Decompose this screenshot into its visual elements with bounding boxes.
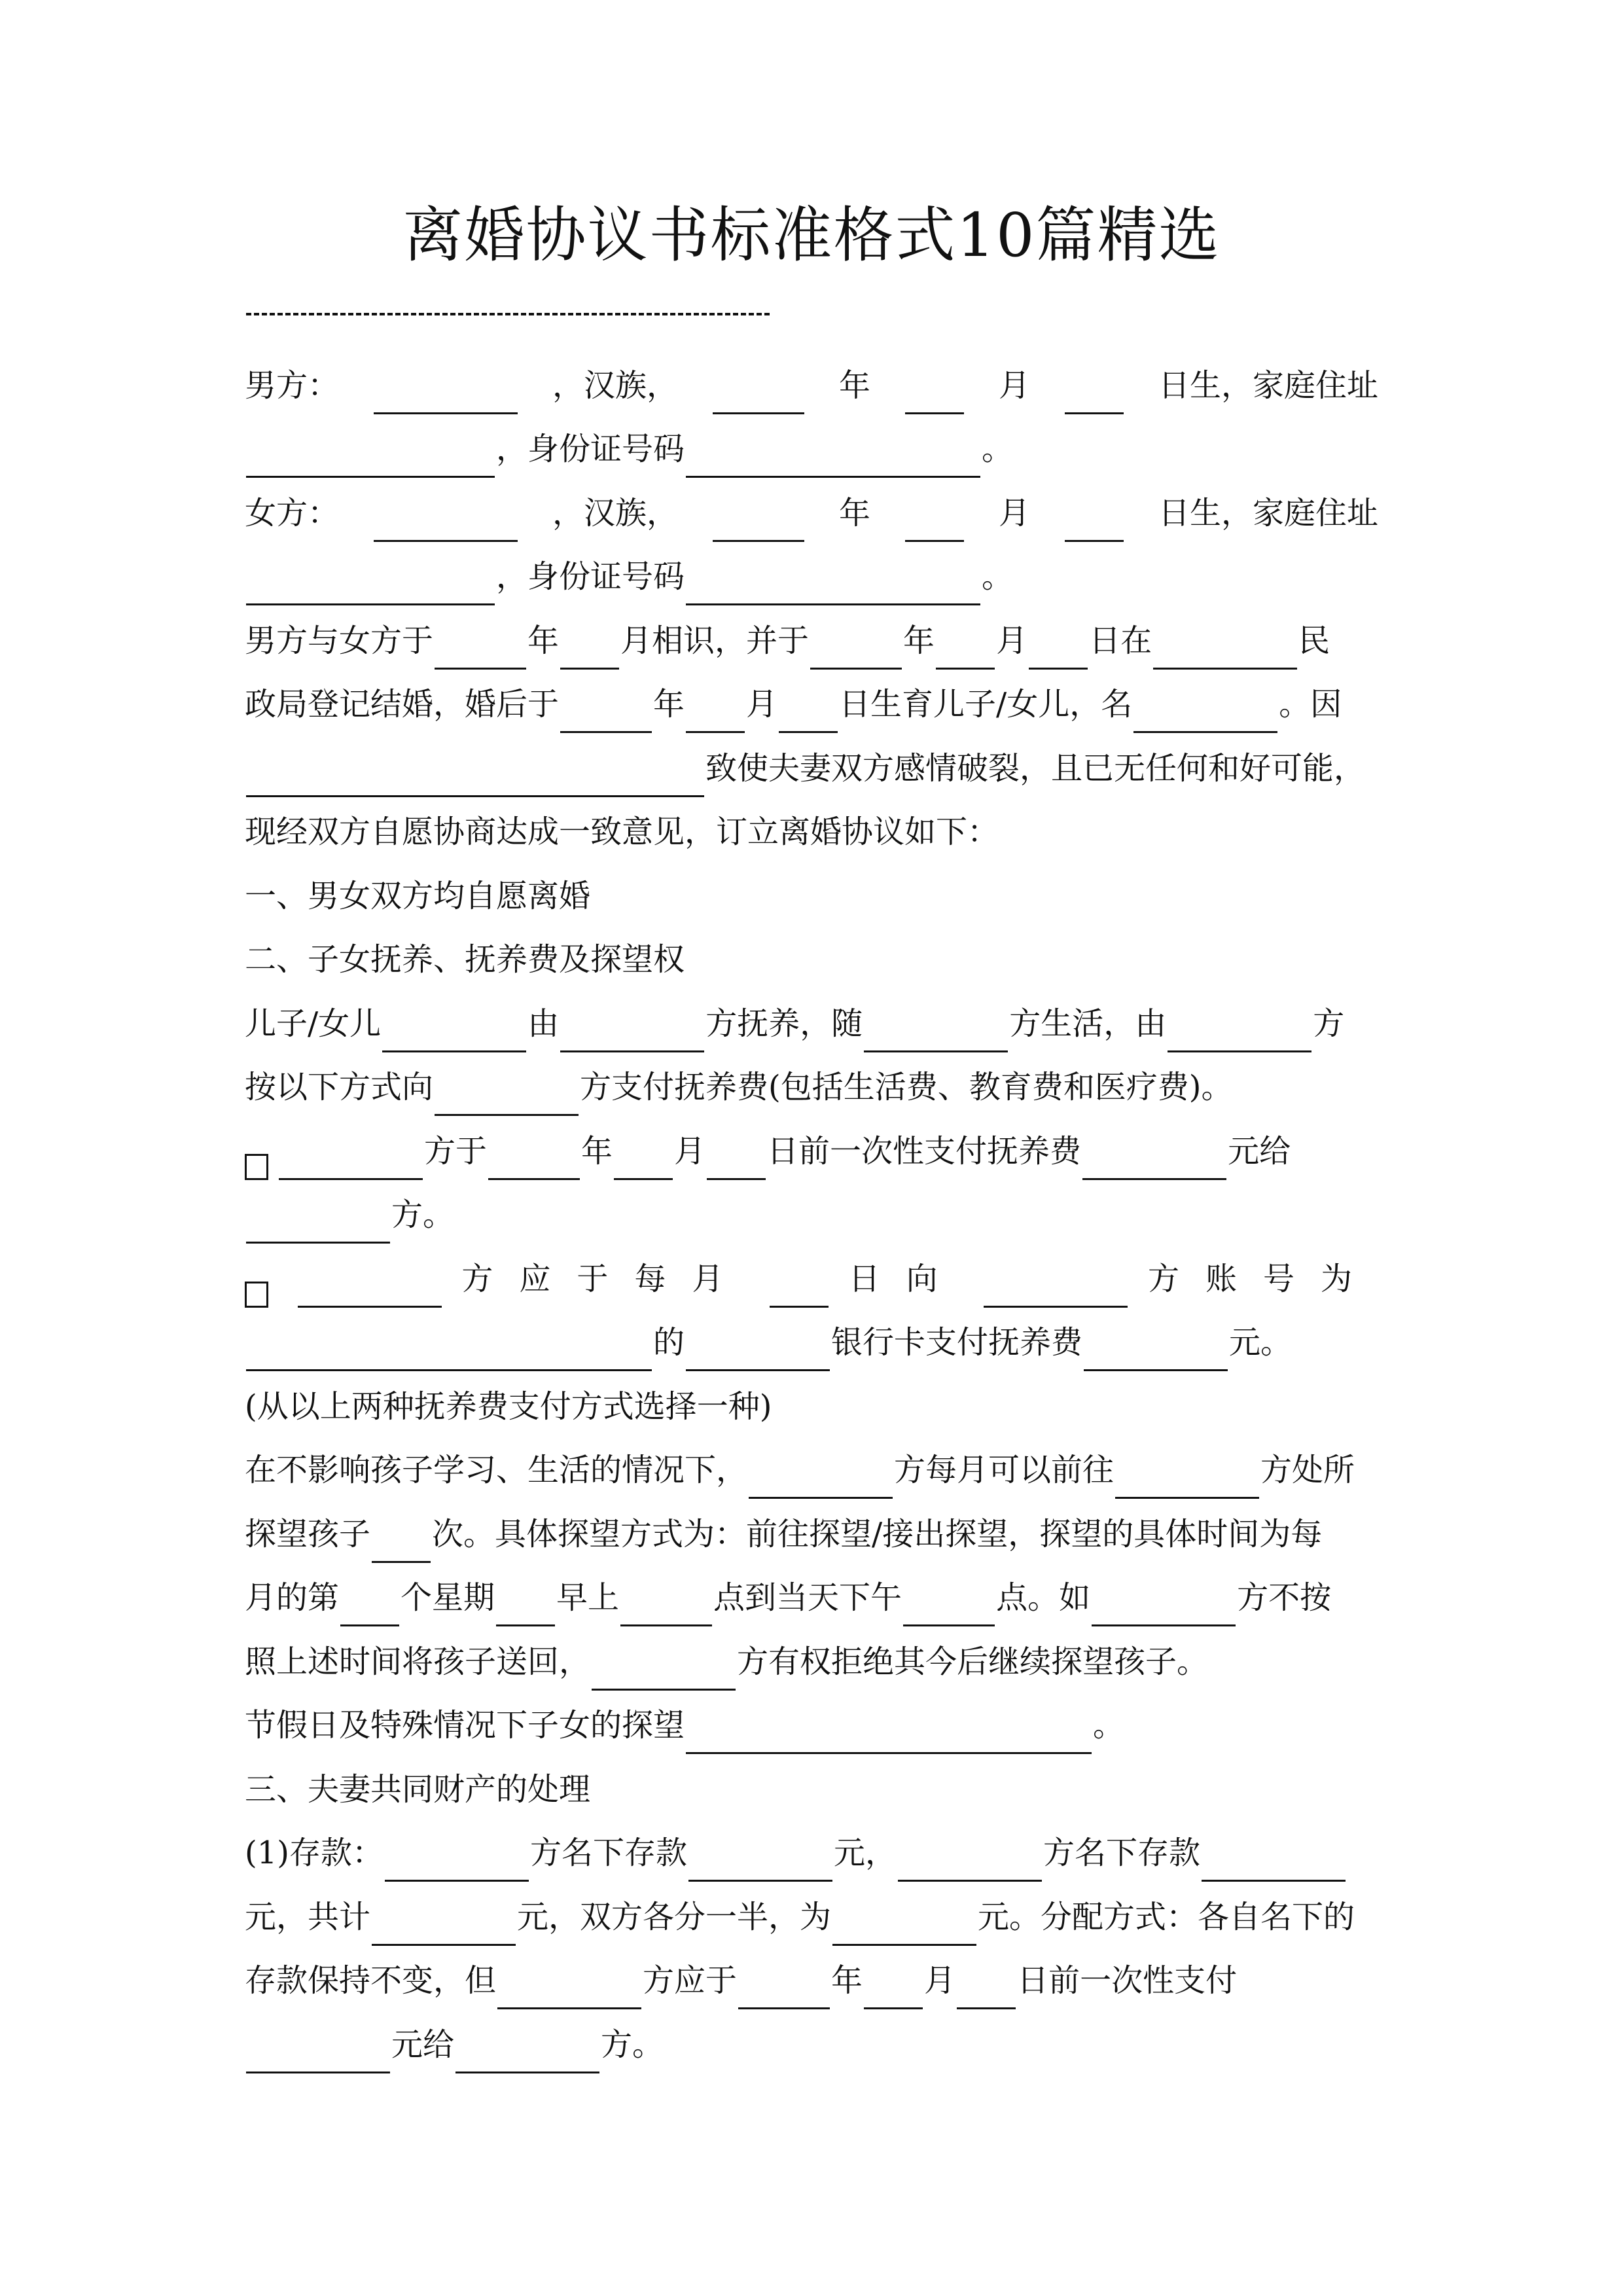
text: 月 bbox=[746, 686, 778, 723]
blank-field[interactable] bbox=[832, 1910, 976, 1946]
blank-field[interactable] bbox=[770, 1272, 829, 1308]
blank-field[interactable] bbox=[455, 2037, 599, 2073]
blank-field[interactable] bbox=[1115, 1463, 1259, 1499]
text: 元，共计 bbox=[245, 1898, 371, 1935]
text: 方。 bbox=[391, 1196, 455, 1233]
text: 。 bbox=[982, 558, 1014, 595]
blank-field[interactable] bbox=[864, 1016, 1008, 1052]
text: 方账号为 bbox=[1147, 1260, 1378, 1297]
text: 日在 bbox=[1089, 622, 1152, 659]
blank-field[interactable] bbox=[1082, 1144, 1226, 1180]
section-heading-2 bbox=[245, 925, 1378, 989]
blank-field[interactable] bbox=[686, 569, 980, 605]
blank-field[interactable] bbox=[246, 2037, 390, 2073]
text: 元， bbox=[834, 1835, 897, 1871]
payment-option-1-line-2 bbox=[245, 1180, 1378, 1244]
text: 女方： bbox=[245, 494, 340, 531]
text: 方每月可以前往 bbox=[894, 1452, 1115, 1488]
heading: 二、子女抚养、抚养费及探望权 bbox=[245, 941, 685, 978]
female-info-line-1 bbox=[245, 478, 1378, 542]
visitation-line-4 bbox=[245, 1626, 1378, 1691]
text: 方应于每月 bbox=[461, 1260, 750, 1297]
checkbox[interactable] bbox=[245, 1154, 268, 1180]
blank-field[interactable] bbox=[560, 634, 619, 670]
text: 照上述时间将孩子送回， bbox=[245, 1643, 591, 1680]
text: 节假日及特殊情况下子女的探望 bbox=[245, 1707, 685, 1744]
blank-field[interactable] bbox=[385, 1846, 529, 1882]
intro-line-3 bbox=[245, 733, 1378, 797]
blank-field[interactable] bbox=[984, 1272, 1128, 1308]
blank-field[interactable] bbox=[374, 378, 518, 414]
text: 儿子/女儿 bbox=[245, 1005, 382, 1042]
title-divider bbox=[246, 313, 770, 315]
blank-field[interactable] bbox=[1202, 1846, 1346, 1882]
blank-field[interactable] bbox=[382, 1016, 526, 1052]
text: 方于 bbox=[424, 1132, 488, 1170]
text: 早上 bbox=[556, 1579, 620, 1616]
text: 方支付抚养费(包括生活费、教育费和医疗费)。 bbox=[580, 1069, 1233, 1105]
text: 元给 bbox=[391, 2026, 455, 2063]
blank-field[interactable] bbox=[372, 1910, 516, 1946]
blank-field[interactable] bbox=[686, 697, 745, 733]
blank-field[interactable] bbox=[246, 1335, 652, 1371]
blank-field[interactable] bbox=[614, 1144, 673, 1180]
text: 月 bbox=[998, 367, 1030, 404]
text: 方不按 bbox=[1237, 1579, 1332, 1616]
text: ，汉族， bbox=[552, 367, 678, 404]
visitation-line-1 bbox=[245, 1435, 1378, 1499]
text: 。 bbox=[1093, 1707, 1125, 1744]
blank-field[interactable] bbox=[905, 506, 964, 542]
text: 方名下存款 bbox=[1043, 1835, 1201, 1871]
section-heading-3 bbox=[245, 1754, 1378, 1818]
blank-field[interactable] bbox=[686, 1335, 830, 1371]
text: 按以下方式向 bbox=[245, 1069, 434, 1105]
document-title: 离婚协议书标准格式10篇精选 bbox=[402, 200, 1221, 270]
text: 年 bbox=[838, 494, 870, 531]
blank-field[interactable] bbox=[688, 1846, 832, 1882]
text: ，汉族， bbox=[552, 494, 678, 531]
checkbox[interactable] bbox=[245, 1282, 268, 1308]
text: 方 bbox=[1313, 1005, 1345, 1042]
text: 致使夫妻双方感情破裂，且已无任何和好可能， bbox=[705, 749, 1366, 787]
custody-line-2 bbox=[245, 1052, 1378, 1117]
text: 年 bbox=[831, 1962, 863, 1999]
blank-field[interactable] bbox=[1029, 634, 1088, 670]
deposit-line-3 bbox=[245, 1946, 1378, 2010]
text: 由 bbox=[527, 1005, 560, 1042]
blank-field[interactable] bbox=[372, 1527, 431, 1563]
blank-field[interactable] bbox=[903, 1590, 995, 1626]
text: 方生活，由 bbox=[1009, 1005, 1167, 1042]
blank-field[interactable] bbox=[560, 1016, 704, 1052]
holiday-visitation-line bbox=[245, 1691, 1378, 1755]
heading: 一、男女双方均自愿离婚 bbox=[245, 877, 591, 914]
deposit-line-2 bbox=[245, 1882, 1378, 1946]
text: 探望孩子 bbox=[245, 1515, 371, 1552]
blank-field[interactable] bbox=[1168, 1016, 1311, 1052]
text: 月 bbox=[998, 494, 1030, 531]
blank-field[interactable] bbox=[936, 634, 995, 670]
blank-field[interactable] bbox=[713, 378, 804, 414]
text: 方抚养，随 bbox=[705, 1005, 863, 1042]
text: 方应于 bbox=[643, 1962, 738, 1999]
text: 政局登记结婚，婚后于 bbox=[245, 686, 560, 723]
text: 在不影响孩子学习、生活的情况下， bbox=[245, 1452, 748, 1488]
blank-field[interactable] bbox=[246, 442, 495, 478]
text: ，身份证号码 bbox=[496, 558, 685, 595]
document-body bbox=[245, 350, 1378, 2073]
text: 年 bbox=[581, 1132, 613, 1170]
section-heading-1 bbox=[245, 861, 1378, 925]
female-info-line-2 bbox=[245, 542, 1378, 606]
blank-field[interactable] bbox=[707, 1144, 766, 1180]
text: 日前一次性支付 bbox=[1017, 1962, 1238, 1999]
blank-field[interactable] bbox=[298, 1272, 442, 1308]
text: 的 bbox=[653, 1324, 685, 1361]
text: 方。 bbox=[601, 2026, 664, 2063]
text: 方有权拒绝其今后继续探望孩子。 bbox=[737, 1643, 1209, 1680]
blank-field[interactable] bbox=[246, 1208, 390, 1244]
blank-field[interactable] bbox=[374, 506, 518, 542]
blank-field[interactable] bbox=[488, 1144, 580, 1180]
text: 。因 bbox=[1279, 686, 1342, 723]
blank-field[interactable] bbox=[435, 1080, 579, 1116]
text: 月 bbox=[674, 1132, 706, 1170]
text: 日向 bbox=[848, 1260, 964, 1297]
blank-field[interactable] bbox=[497, 1973, 641, 2009]
intro-line-2 bbox=[245, 670, 1378, 734]
male-info-line-2 bbox=[245, 414, 1378, 478]
text: 日生，家庭住址 bbox=[1158, 494, 1378, 531]
blank-field[interactable] bbox=[738, 1973, 830, 2009]
text: 次。具体探望方式为：前往探望/接出探望，探望的具体时间为每 bbox=[432, 1515, 1323, 1552]
blank-field[interactable] bbox=[279, 1144, 423, 1180]
text: 点到当天下午 bbox=[713, 1579, 902, 1616]
text: 元给 bbox=[1228, 1132, 1291, 1170]
blank-field[interactable] bbox=[1133, 697, 1277, 733]
payment-option-2-line-2 bbox=[245, 1308, 1378, 1372]
heading: 三、夫妻共同财产的处理 bbox=[245, 1770, 591, 1808]
blank-field[interactable] bbox=[810, 634, 902, 670]
text: 元。分配方式：各自名下的 bbox=[978, 1898, 1355, 1935]
text: 年 bbox=[903, 622, 935, 659]
blank-field[interactable] bbox=[1092, 1590, 1236, 1626]
text: 个星期 bbox=[401, 1579, 495, 1616]
visitation-line-3 bbox=[245, 1563, 1378, 1627]
blank-field[interactable] bbox=[340, 1590, 399, 1626]
text: ，身份证号码 bbox=[496, 431, 685, 467]
male-info-line-1 bbox=[245, 350, 1378, 414]
blank-field[interactable] bbox=[905, 378, 964, 414]
text: 存款保持不变，但 bbox=[245, 1962, 497, 1999]
text: 年 bbox=[527, 622, 560, 659]
intro-line-4 bbox=[245, 797, 1378, 861]
blank-field[interactable] bbox=[1084, 1335, 1228, 1371]
text: 月的第 bbox=[245, 1579, 340, 1616]
deposit-line-4 bbox=[245, 2009, 1378, 2073]
blank-field[interactable] bbox=[246, 569, 495, 605]
blank-field[interactable] bbox=[1153, 634, 1297, 670]
text: 点。如 bbox=[996, 1579, 1091, 1616]
text: (从以上两种抚养费支付方式选择一种) bbox=[245, 1388, 772, 1425]
payment-option-note bbox=[245, 1371, 1378, 1435]
blank-field[interactable] bbox=[779, 697, 838, 733]
text: 方处所 bbox=[1260, 1452, 1355, 1488]
text: 日生育儿子/女儿，名 bbox=[839, 686, 1133, 723]
blank-field[interactable] bbox=[686, 1718, 1092, 1754]
text: 银行卡支付抚养费 bbox=[831, 1324, 1083, 1361]
blank-field[interactable] bbox=[1065, 378, 1124, 414]
text: 现经双方自愿协商达成一致意见，订立离婚协议如下： bbox=[245, 814, 999, 850]
blank-field[interactable] bbox=[496, 1590, 555, 1626]
text: 月相识，并于 bbox=[620, 622, 810, 659]
blank-field[interactable] bbox=[560, 697, 652, 733]
text: 日前一次性支付抚养费 bbox=[767, 1132, 1082, 1170]
text: 方名下存款 bbox=[530, 1835, 688, 1871]
text: 月 bbox=[924, 1962, 956, 1999]
text: 。 bbox=[982, 431, 1014, 467]
text: 男方与女方于 bbox=[245, 622, 434, 659]
blank-field[interactable] bbox=[686, 442, 980, 478]
text: 月 bbox=[996, 622, 1028, 659]
deposit-line-1 bbox=[245, 1818, 1378, 1882]
text: 男方： bbox=[245, 367, 340, 404]
blank-field[interactable] bbox=[592, 1655, 736, 1691]
text: 年 bbox=[838, 367, 870, 404]
blank-field[interactable] bbox=[620, 1590, 712, 1626]
text: 日生，家庭住址 bbox=[1158, 367, 1378, 404]
custody-line-1 bbox=[245, 988, 1378, 1052]
text: (1)存款： bbox=[245, 1835, 383, 1871]
text: 民 bbox=[1298, 622, 1330, 659]
blank-field[interactable] bbox=[1065, 506, 1124, 542]
blank-field[interactable] bbox=[435, 634, 526, 670]
blank-field[interactable] bbox=[246, 761, 704, 797]
blank-field[interactable] bbox=[864, 1973, 923, 2009]
text: 元，双方各分一半，为 bbox=[517, 1898, 832, 1935]
blank-field[interactable] bbox=[957, 1973, 1016, 2009]
text: 年 bbox=[653, 686, 685, 723]
intro-line-1 bbox=[245, 605, 1378, 670]
payment-option-1-line-1 bbox=[245, 1116, 1378, 1180]
payment-option-2-line-1 bbox=[245, 1244, 1378, 1308]
visitation-line-2 bbox=[245, 1499, 1378, 1563]
blank-field[interactable] bbox=[898, 1846, 1042, 1882]
blank-field[interactable] bbox=[749, 1463, 893, 1499]
text: 元。 bbox=[1229, 1324, 1293, 1361]
blank-field[interactable] bbox=[713, 506, 804, 542]
